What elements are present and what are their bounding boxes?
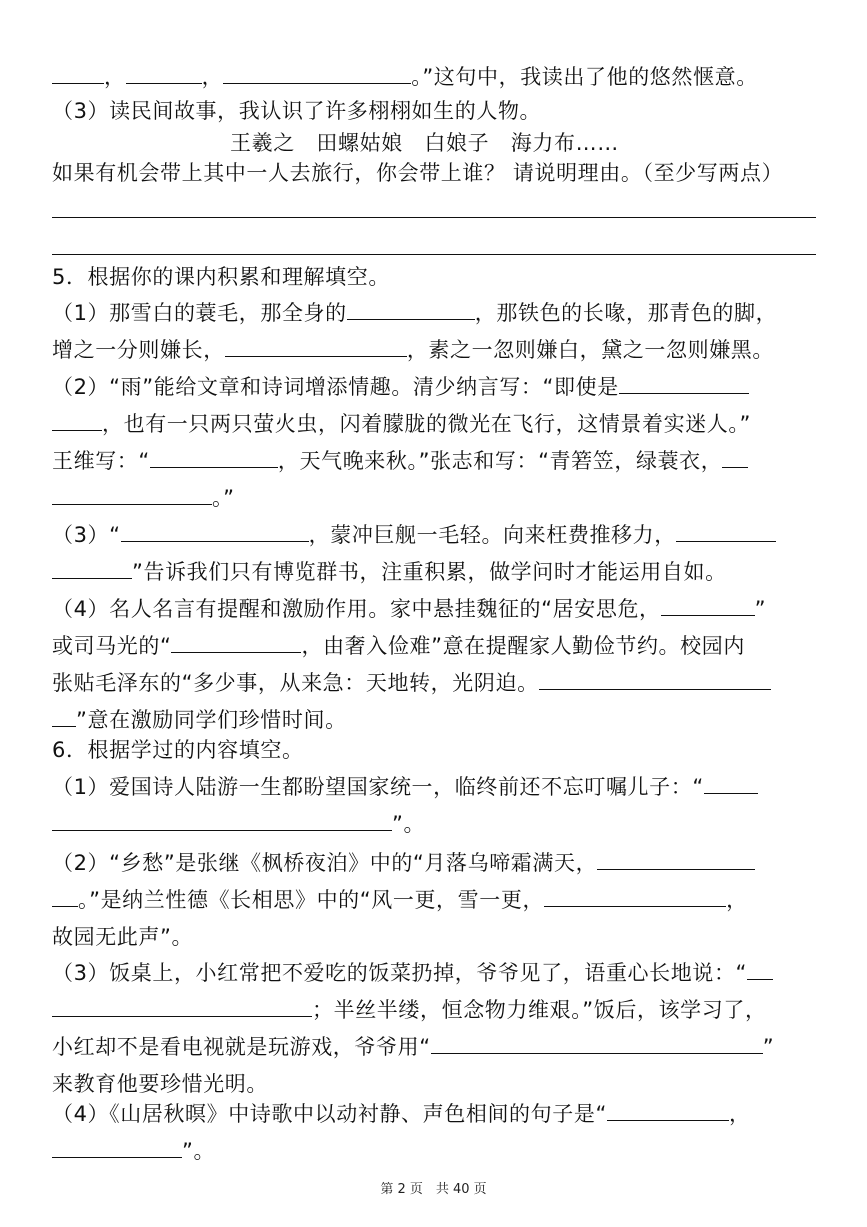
q5-text: （3）“: [52, 523, 121, 547]
q6-text: （3）饭桌上，小红常把不爱吃的饭菜扔掉，爷爷见了，语重心长地说：“: [52, 961, 748, 985]
q6-sub2-line3: 故园无此声”。: [52, 925, 194, 949]
answer-blank[interactable]: [347, 301, 475, 320]
q6-text: （1）爱国诗人陆游一生都盼望国家统一，临终前还不忘叮嘱儿子：“: [52, 775, 704, 799]
q6-sub3-line2: [52, 997, 767, 1023]
answer-blank[interactable]: [52, 708, 76, 727]
q6-text: 。”是纳兰性德《长相思》中的“风一更，雪一更，: [78, 888, 545, 912]
q5-text: （2）“雨”能给文章和诗词增添情趣。清少纳言写：“即使是: [52, 375, 619, 399]
q6-sub3-line3: [52, 1034, 774, 1060]
q5-text: 增之一分则嫌长，: [52, 338, 225, 362]
q5-sub3-line2: [52, 559, 727, 585]
answer-blank[interactable]: [171, 634, 301, 653]
answer-line[interactable]: [52, 217, 816, 218]
answer-blank[interactable]: [52, 1139, 182, 1158]
q6-text: （2）“乡愁”是张继《枫桥夜泊》中的“月落乌啼霜满天，: [52, 851, 598, 875]
q5-sub2-line1: [52, 374, 749, 400]
answer-blank[interactable]: [704, 775, 758, 794]
q6-sub3-line4: 来教育他要珍惜光明。: [52, 1072, 268, 1096]
q5-title: 5．根据你的课内积累和理解填空。: [52, 265, 390, 289]
answer-blank[interactable]: [121, 523, 309, 542]
q6-sub1-line1: [52, 774, 758, 800]
q5-text: （1）那雪白的蓑毛，那全身的: [52, 301, 347, 325]
answer-blank[interactable]: [619, 375, 749, 394]
answer-blank[interactable]: [539, 671, 771, 690]
answer-blank[interactable]: [661, 597, 755, 616]
q5-text: 王维写：“: [52, 449, 150, 473]
q6-sub4-line1: [52, 1101, 751, 1127]
q6-text: ，: [726, 888, 748, 912]
q5-sub3-line1: [52, 522, 776, 548]
answer-blank[interactable]: [225, 338, 407, 357]
answer-blank[interactable]: [747, 961, 773, 980]
answer-line[interactable]: [52, 254, 816, 255]
q6-sub4-line2: [52, 1138, 215, 1164]
q6-text: （4）《山居秋暝》中诗歌中以动衬静、声色相间的句子是“: [52, 1102, 607, 1126]
q6-sub1-line2: [52, 811, 425, 837]
q6-text: ”: [762, 1035, 775, 1059]
q5-sub4-line2: [52, 633, 745, 659]
character-list: 王羲之 田螺姑娘 白娘子 海力布……: [230, 131, 619, 155]
q5-text: 张贴毛泽东的“多少事，从来急：天地转，光阴迫。: [52, 671, 539, 695]
q5-sub1-line1: [52, 300, 777, 326]
q5-sub4-line1: [52, 596, 766, 622]
q5-text: 或司马光的“: [52, 634, 172, 658]
q5-text: ，由奢入俭难”意在提醒家人勤俭节约。校园内: [301, 634, 745, 658]
q5-text: ”: [754, 597, 767, 621]
q5-sub2-line3: [52, 448, 748, 474]
q6-text: 小红却不是看电视就是玩游戏，爷爷用“: [52, 1035, 431, 1059]
q4-text: 。”这句中，我读出了他的悠然惬意。: [411, 65, 758, 89]
answer-blank[interactable]: [676, 523, 776, 542]
q4-continuation-line: ， ， 。”这句中，我读出了他的悠然惬意。: [52, 64, 758, 90]
q5-text: ，蒙冲巨舰一毛轻。向来枉费推移力，: [308, 523, 676, 547]
q5-sub1-line2: [52, 337, 774, 363]
answer-blank[interactable]: [52, 412, 102, 431]
q6-text: ”。: [182, 1139, 216, 1163]
answer-blank[interactable]: [52, 486, 212, 505]
q5-text: ，也有一只两只萤火虫，闪着朦胧的微光在飞行，这情景着实迷人。”: [102, 412, 751, 436]
q4-sub3-prompt: 如果有机会带上其中一人去旅行，你会带上谁？ 请说明理由。（至少写两点）: [52, 161, 784, 185]
q5-sub4-line3: [52, 670, 771, 696]
q6-text: ，: [728, 1102, 751, 1126]
answer-blank[interactable]: [52, 812, 392, 831]
answer-blank[interactable]: [150, 449, 278, 468]
q6-title: 6．根据学过的内容填空。: [52, 738, 304, 762]
q5-sub2-line2: [52, 411, 751, 437]
q5-text: ”告诉我们只有博览群书，注重积累，做学问时才能运用自如。: [132, 560, 727, 584]
q5-text: ，那铁色的长喙，那青色的脚，: [474, 301, 778, 325]
answer-blank[interactable]: [126, 65, 202, 84]
answer-blank[interactable]: [597, 851, 755, 870]
q6-text: ；半丝半缕，恒念物力维艰。”饭后，该学习了，: [312, 998, 767, 1022]
q5-sub2-line4: [52, 485, 235, 511]
q5-text: ”意在激励同学们珍惜时间。: [76, 708, 347, 732]
answer-blank[interactable]: [431, 1035, 763, 1054]
answer-blank[interactable]: [223, 65, 411, 84]
q4-sub3: （3）读民间故事，我认识了许多栩栩如生的人物。: [52, 99, 542, 123]
q6-sub2-line1: [52, 850, 755, 876]
q6-sub2-line2: [52, 887, 748, 913]
page-footer: 第 2 页 共 40 页: [380, 1182, 487, 1197]
q5-text: 。”: [212, 486, 235, 510]
q5-text: ，天气晚来秋。”张志和写：“青箬笠，绿蓑衣，: [277, 449, 723, 473]
q6-text: ”。: [392, 812, 426, 836]
answer-blank[interactable]: [52, 560, 132, 579]
q6-sub3-line1: [52, 960, 773, 986]
answer-blank[interactable]: [722, 449, 748, 468]
answer-blank[interactable]: [52, 998, 312, 1017]
q5-sub4-line4: [52, 707, 347, 733]
q5-text: （4）名人名言有提醒和激励作用。家中悬挂魏征的“居安思危，: [52, 597, 661, 621]
answer-blank[interactable]: [52, 888, 78, 907]
answer-blank[interactable]: [607, 1102, 729, 1121]
answer-blank[interactable]: [52, 65, 104, 84]
q5-text: ，素之一忽则嫌白，黛之一忽则嫌黑。: [406, 338, 775, 362]
answer-blank[interactable]: [544, 888, 726, 907]
